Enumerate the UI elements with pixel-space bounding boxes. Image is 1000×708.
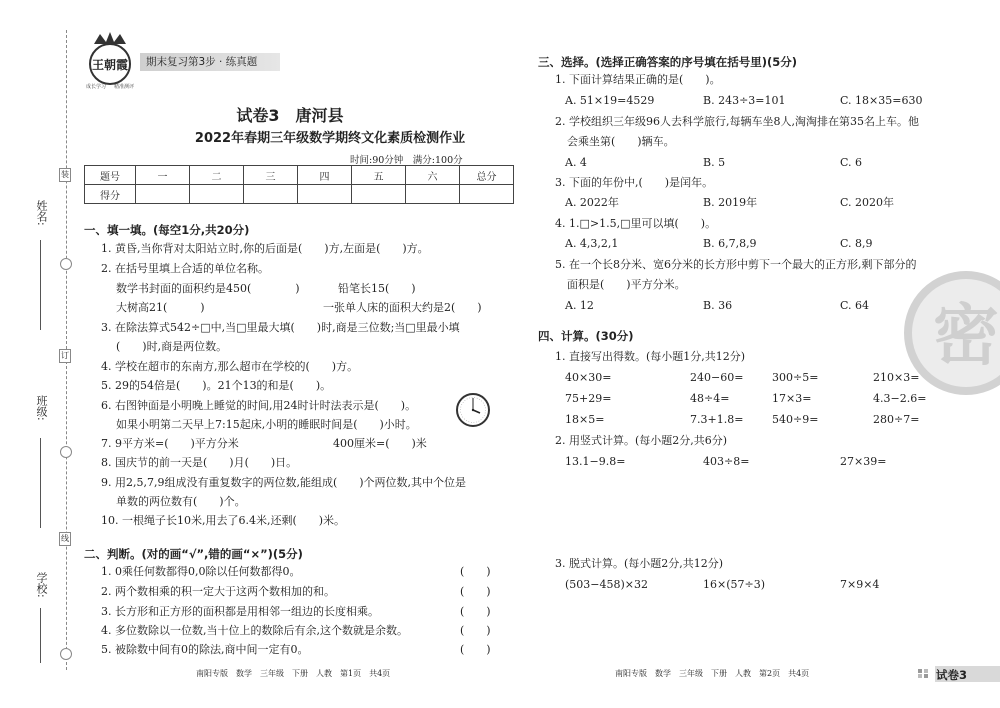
footer-left: 南阳专版 数学 三年级 下册 人教 第1页 共4页 [196, 669, 391, 678]
question: 5. 在一个长8分米、宽6分米的长方形中剪下一个最大的正方形,剩下部分的 [555, 258, 917, 271]
answer-slot[interactable]: ( ) [460, 585, 491, 598]
question: 3. 在除法算式542÷□中,当□里最大填( )时,商是三位数;当□里最小填 [101, 321, 460, 334]
oral-calc: 210×3= [873, 371, 920, 384]
score-header-cell: 总分 [460, 166, 514, 185]
question: 4. 学校在超市的东南方,那么超市在学校的( )方。 [101, 360, 359, 373]
footer-squares-icon [918, 669, 930, 679]
question: 6. 右图钟面是小明晚上睡觉的时间,用24时计时法表示是( )。 [101, 399, 417, 412]
oral-calc: 4.3−2.6= [873, 392, 927, 405]
binding-hole [60, 446, 72, 458]
question-part: 一张单人床的面积大约是2( ) [323, 301, 482, 314]
school-label: 学校: [35, 572, 48, 598]
score-input-cell[interactable] [352, 185, 406, 204]
choice-option: A. 12 [565, 299, 594, 312]
question: 1. 黄昏,当你背对太阳站立时,你的后面是( )方,左面是( )方。 [101, 242, 429, 255]
choice-option: B. 2019年 [703, 196, 758, 209]
choice-option: B. 5 [703, 156, 726, 169]
question-part: ( )时,商是两位数。 [116, 340, 228, 353]
oral-calc: 280÷7= [873, 413, 920, 426]
paper-title: 试卷3 唐河县 [236, 106, 344, 125]
question: 7. 9平方米=( )平方分米 [101, 437, 239, 450]
question-part: 单数的两位数有( )个。 [116, 495, 246, 508]
section2-heading: 二、判断。(对的画“√”,错的画“×”)(5分) [84, 547, 303, 561]
name-line [40, 240, 41, 330]
choice-option: C. 18×35=630 [840, 94, 923, 107]
binding-mark: 装 [59, 168, 71, 182]
publisher-logo [80, 30, 140, 92]
question: 2. 学校组织三年级96人去科学旅行,每辆车坐8人,淘淘排在第35名上车。他 [555, 115, 919, 128]
question-part: 如果小明第二天早上7:15起床,小明的睡眠时间是( )小时。 [116, 418, 417, 431]
choice-option: C. 8,9 [840, 237, 873, 250]
oral-calc: 48÷4= [690, 392, 730, 405]
choice-option: A. 4 [565, 156, 587, 169]
choice-option: B. 243÷3=101 [703, 94, 786, 107]
logo-text: 王朝霞 [91, 58, 129, 72]
answer-slot[interactable]: ( ) [460, 565, 491, 578]
score-header-cell: 四 [298, 166, 352, 185]
oral-calc: 40×30= [565, 371, 612, 384]
binding-hole [60, 258, 72, 270]
confidential-stamp [904, 258, 1000, 408]
oral-calc: 240−60= [690, 371, 744, 384]
question: 2. 在括号里填上合适的单位名称。 [101, 262, 269, 275]
section1-heading: 一、填一填。(每空1分,共20分) [84, 223, 250, 237]
judgement-item: 2. 两个数相乘的积一定大于这两个数相加的和。 [101, 585, 335, 598]
footer-tag: 试卷3 [936, 668, 968, 682]
question: 5. 29的54倍是( )。21个13的和是( )。 [101, 379, 332, 392]
question-part: 大树高21( ) [116, 301, 205, 314]
sub-question: 2. 用竖式计算。(每小题2分,共6分) [555, 434, 728, 447]
score-input-cell[interactable] [136, 185, 190, 204]
logo-sub-left: 成长学习 [85, 84, 107, 90]
oral-calc: 300÷5= [772, 371, 819, 384]
question-part: 面积是( )平方分米。 [567, 278, 686, 291]
question: 8. 国庆节的前一天是( )月( )日。 [101, 456, 298, 469]
judgement-item: 5. 被除数中间有0的除法,商中间一定有0。 [101, 643, 309, 656]
binding-mark: 线 [59, 532, 71, 546]
score-header-cell: 题号 [85, 166, 136, 185]
vertical-calc: 403÷8= [703, 455, 750, 468]
score-header-cell: 二 [190, 166, 244, 185]
score-header-cell: 三 [244, 166, 298, 185]
judgement-item: 3. 长方形和正方形的面积都是用相邻一组边的长度相乘。 [101, 605, 379, 618]
school-line [40, 608, 41, 663]
judgement-item: 4. 多位数除以一位数,当十位上的数除后有余,这个数就是余数。 [101, 624, 408, 637]
choice-option: B. 6,7,8,9 [703, 237, 757, 250]
question: 4. 1.□>1.5,□里可以填( )。 [555, 217, 717, 230]
vertical-calc: 27×39= [840, 455, 887, 468]
score-table-header-row [85, 166, 514, 185]
oral-calc: 75+29= [565, 392, 612, 405]
mixed-calc: 16×(57÷3) [703, 578, 766, 591]
mixed-calc: (503−458)×32 [565, 578, 649, 591]
oral-calc: 17×3= [772, 392, 812, 405]
section3-heading: 三、选择。(选择正确答案的序号填在括号里)(5分) [538, 55, 798, 69]
footer-right: 南阳专版 数学 三年级 下册 人教 第2页 共4页 [615, 669, 810, 678]
question: 10. 一根绳子长10米,用去了6.4米,还剩( )米。 [101, 514, 346, 527]
answer-slot[interactable]: ( ) [460, 605, 491, 618]
score-input-cell[interactable] [190, 185, 244, 204]
score-input-cell[interactable] [298, 185, 352, 204]
choice-option: C. 2020年 [840, 196, 895, 209]
question-part: 数学书封面的面积约是450( ) [116, 282, 300, 295]
choice-option: C. 6 [840, 156, 863, 169]
class-line [40, 438, 41, 528]
clock-icon [455, 392, 491, 428]
vertical-calc: 13.1−9.8= [565, 455, 626, 468]
name-label: 姓名: [35, 200, 48, 226]
question-part: 会乘坐第( )辆车。 [567, 135, 675, 148]
score-header-cell: 一 [136, 166, 190, 185]
score-input-cell[interactable] [406, 185, 460, 204]
answer-slot[interactable]: ( ) [460, 624, 491, 637]
choice-option: A. 2022年 [565, 196, 619, 209]
score-header-cell: 五 [352, 166, 406, 185]
oral-calc: 7.3+1.8= [690, 413, 744, 426]
review-banner: 期末复习第3步 · 练真题 [140, 53, 280, 71]
sub-question: 3. 脱式计算。(每小题2分,共12分) [555, 557, 724, 570]
choice-option: A. 4,3,2,1 [565, 237, 619, 250]
question-part: 400厘米=( )米 [333, 437, 427, 450]
section4-heading: 四、计算。(30分) [538, 329, 634, 343]
oral-calc: 18×5= [565, 413, 605, 426]
class-label: 班级: [35, 395, 48, 421]
mixed-calc: 7×9×4 [840, 578, 880, 591]
time-score-info: 时间:90分钟 满分:100分 [350, 155, 463, 166]
judgement-item: 1. 0乘任何数都得0,0除以任何数都得0。 [101, 565, 301, 578]
answer-slot[interactable]: ( ) [460, 643, 491, 656]
score-table-score-row [85, 185, 514, 204]
sub-question: 1. 直接写出得数。(每小题1分,共12分) [555, 350, 746, 363]
score-header-cell: 六 [406, 166, 460, 185]
binding-hole [60, 648, 72, 660]
paper-subtitle: 2022年春期三年级数学期终文化素质检测作业 [194, 131, 466, 146]
choice-option: C. 64 [840, 299, 870, 312]
binding-mark: 订 [59, 349, 71, 363]
question: 3. 下面的年份中,( )是闰年。 [555, 176, 714, 189]
logo-sub-right: 精准测评 [113, 84, 135, 90]
choice-option: B. 36 [703, 299, 733, 312]
score-row-label: 得分 [85, 185, 136, 204]
question-part: 铅笔长15( ) [338, 282, 416, 295]
score-table [84, 165, 514, 204]
score-input-cell[interactable] [244, 185, 298, 204]
score-input-cell[interactable] [460, 185, 514, 204]
question: 9. 用2,5,7,9组成没有重复数字的两位数,能组成( )个两位数,其中个位是 [101, 476, 467, 489]
question: 1. 下面计算结果正确的是( )。 [555, 73, 721, 86]
choice-option: A. 51×19=4529 [565, 94, 655, 107]
stamp-text: 密 [933, 297, 999, 374]
oral-calc: 540÷9= [772, 413, 819, 426]
